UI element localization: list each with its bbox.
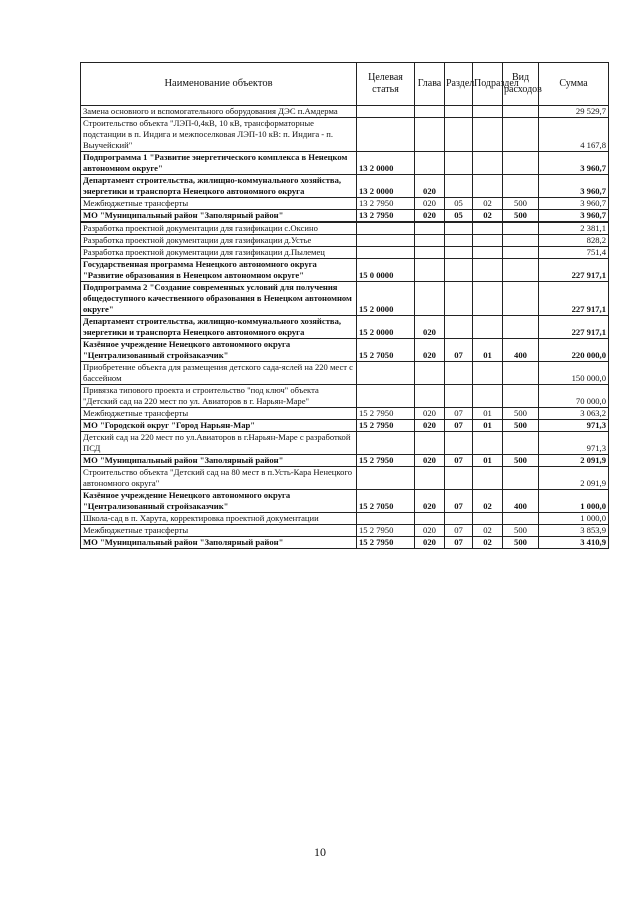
- cell-section: [445, 513, 473, 525]
- cell-name: МО "Муниципальный район "Заполярный район": [81, 537, 357, 549]
- cell-section: [445, 385, 473, 408]
- cell-name: Подпрограмма 2 "Создание современных условий для получения общедоступного качественного образования в Ненецком автономном округе": [81, 282, 357, 316]
- cell-sum: 227 917,1: [539, 259, 609, 282]
- table-row: [81, 247, 609, 259]
- cell-sum: 2 091,9: [539, 455, 609, 467]
- cell-chapter: [415, 106, 445, 118]
- table-row: [81, 362, 609, 385]
- cell-name: Строительство объекта "Детский сад на 80 мест в п.Усть-Кара Ненецкого автономного округа": [81, 467, 357, 490]
- table-row: [81, 385, 609, 408]
- cell-target-article: 15 2 7950: [357, 455, 415, 467]
- cell-name: Приобретение объекта для размещения детского сада-яслей на 220 мест с бассейном: [81, 362, 357, 385]
- cell-chapter: 020: [415, 198, 445, 210]
- cell-subsection: [473, 152, 503, 175]
- cell-name: Казённое учреждение Ненецкого автономного округа "Централизованный стройзаказчик": [81, 490, 357, 513]
- cell-chapter: [415, 152, 445, 175]
- cell-name: Подпрограмма 1 "Развитие энергетического комплекса в Ненецком автономном округе": [81, 152, 357, 175]
- table-row: [81, 537, 609, 549]
- cell-name: Замена основного и вспомогательного оборудования ДЭС п.Амдерма: [81, 106, 357, 118]
- cell-sum: 3 960,7: [539, 210, 609, 223]
- cell-name: Казённое учреждение Ненецкого автономного округа "Централизованный стройзаказчик": [81, 339, 357, 362]
- cell-expense-type: 400: [503, 339, 539, 362]
- cell-chapter: [415, 118, 445, 152]
- cell-subsection: [473, 282, 503, 316]
- table-row: [81, 210, 609, 223]
- cell-target-article: [357, 432, 415, 455]
- cell-subsection: [473, 362, 503, 385]
- cell-sum: 29 529,7: [539, 106, 609, 118]
- cell-sum: 971,3: [539, 420, 609, 432]
- table-row: [81, 198, 609, 210]
- table-row: [81, 432, 609, 455]
- cell-subsection: [473, 247, 503, 259]
- cell-target-article: [357, 222, 415, 235]
- cell-expense-type: [503, 362, 539, 385]
- table-row: [81, 490, 609, 513]
- table-row: [81, 525, 609, 537]
- cell-name: Школа-сад в п. Харута, корректировка проектной документации: [81, 513, 357, 525]
- cell-name: Государственная программа Ненецкого автономного округа "Развитие образования в Ненецком автономном округе": [81, 259, 357, 282]
- cell-target-article: [357, 247, 415, 259]
- cell-sum: 3 960,7: [539, 175, 609, 198]
- cell-section: [445, 282, 473, 316]
- cell-chapter: 020: [415, 490, 445, 513]
- cell-subsection: [473, 432, 503, 455]
- cell-subsection: [473, 106, 503, 118]
- cell-expense-type: 500: [503, 420, 539, 432]
- table-row: [81, 118, 609, 152]
- cell-target-article: [357, 467, 415, 490]
- cell-target-article: [357, 235, 415, 247]
- cell-subsection: [473, 175, 503, 198]
- cell-name: Межбюджетные трансферты: [81, 525, 357, 537]
- cell-section: [445, 235, 473, 247]
- table-row: [81, 408, 609, 420]
- cell-sum: 971,3: [539, 432, 609, 455]
- cell-name: Разработка проектной документации для газификации д.Устье: [81, 235, 357, 247]
- cell-sum: 3 960,7: [539, 152, 609, 175]
- cell-name: Детский сад на 220 мест по ул.Авиаторов в г.Нарьян-Маре с разработкой ПСД: [81, 432, 357, 455]
- cell-subsection: [473, 385, 503, 408]
- cell-subsection: 02: [473, 525, 503, 537]
- cell-target-article: [357, 362, 415, 385]
- cell-subsection: [473, 316, 503, 339]
- cell-sum: 70 000,0: [539, 385, 609, 408]
- table-header: [81, 63, 609, 106]
- cell-subsection: 02: [473, 490, 503, 513]
- page-number: 10: [314, 845, 326, 859]
- cell-subsection: [473, 235, 503, 247]
- cell-target-article: 15 0 0000: [357, 259, 415, 282]
- cell-name: МО "Муниципальный район "Заполярный район": [81, 455, 357, 467]
- cell-chapter: 020: [415, 339, 445, 362]
- cell-chapter: [415, 513, 445, 525]
- cell-section: 07: [445, 537, 473, 549]
- cell-section: [445, 152, 473, 175]
- header-expense: Вид расходов: [503, 63, 539, 106]
- cell-expense-type: [503, 432, 539, 455]
- cell-expense-type: 500: [503, 210, 539, 223]
- cell-subsection: 01: [473, 420, 503, 432]
- cell-section: [445, 222, 473, 235]
- cell-subsection: [473, 513, 503, 525]
- cell-chapter: [415, 235, 445, 247]
- cell-name: Межбюджетные трансферты: [81, 198, 357, 210]
- cell-target-article: 13 2 0000: [357, 152, 415, 175]
- cell-expense-type: 500: [503, 408, 539, 420]
- cell-target-article: 13 2 7950: [357, 198, 415, 210]
- table-row: [81, 152, 609, 175]
- cell-chapter: [415, 247, 445, 259]
- cell-chapter: [415, 362, 445, 385]
- table-row: [81, 175, 609, 198]
- cell-chapter: [415, 467, 445, 490]
- cell-name: Разработка проектной документации для газификации с.Оксино: [81, 222, 357, 235]
- cell-chapter: 020: [415, 420, 445, 432]
- cell-target-article: 15 2 7050: [357, 339, 415, 362]
- cell-target-article: 15 2 7950: [357, 537, 415, 549]
- cell-subsection: 02: [473, 537, 503, 549]
- header-sum: Сумма: [539, 63, 609, 106]
- cell-sum: 3 853,9: [539, 525, 609, 537]
- cell-target-article: [357, 106, 415, 118]
- cell-section: [445, 362, 473, 385]
- cell-expense-type: 500: [503, 455, 539, 467]
- cell-section: [445, 467, 473, 490]
- cell-chapter: [415, 282, 445, 316]
- cell-chapter: 020: [415, 525, 445, 537]
- header-row: [81, 63, 609, 106]
- cell-section: [445, 259, 473, 282]
- budget-table: [80, 62, 609, 549]
- cell-expense-type: [503, 235, 539, 247]
- cell-section: 07: [445, 408, 473, 420]
- header-target: Целевая статья: [357, 63, 415, 106]
- cell-subsection: [473, 222, 503, 235]
- cell-target-article: 15 2 7950: [357, 420, 415, 432]
- cell-expense-type: 500: [503, 198, 539, 210]
- cell-chapter: [415, 259, 445, 282]
- cell-name: МО "Городской округ "Город Нарьян-Мар": [81, 420, 357, 432]
- cell-expense-type: [503, 467, 539, 490]
- cell-subsection: [473, 118, 503, 152]
- cell-section: [445, 247, 473, 259]
- cell-target-article: 13 2 7950: [357, 210, 415, 223]
- table-row: [81, 259, 609, 282]
- cell-name: МО "Муниципальный район "Заполярный район": [81, 210, 357, 223]
- cell-target-article: 15 2 7950: [357, 525, 415, 537]
- header-section: Раздел: [445, 63, 473, 106]
- cell-target-article: 15 2 7050: [357, 490, 415, 513]
- table-row: [81, 339, 609, 362]
- cell-chapter: [415, 432, 445, 455]
- cell-section: [445, 432, 473, 455]
- cell-subsection: 01: [473, 455, 503, 467]
- cell-name: Департамент строительства, жилищно-коммунального хозяйства, энергетики и транспорта Ненецкого автономного округа: [81, 316, 357, 339]
- table-row: [81, 420, 609, 432]
- cell-target-article: [357, 513, 415, 525]
- table-row: [81, 235, 609, 247]
- cell-target-article: 15 2 0000: [357, 282, 415, 316]
- cell-sum: 3 960,7: [539, 198, 609, 210]
- cell-expense-type: [503, 106, 539, 118]
- cell-chapter: 020: [415, 316, 445, 339]
- cell-chapter: 020: [415, 537, 445, 549]
- cell-section: [445, 175, 473, 198]
- cell-expense-type: [503, 222, 539, 235]
- table-row: [81, 467, 609, 490]
- cell-name: Разработка проектной документации для газификации д.Пылемец: [81, 247, 357, 259]
- cell-section: 07: [445, 420, 473, 432]
- cell-section: 07: [445, 455, 473, 467]
- cell-chapter: [415, 385, 445, 408]
- cell-subsection: 02: [473, 198, 503, 210]
- cell-expense-type: [503, 259, 539, 282]
- cell-expense-type: [503, 385, 539, 408]
- cell-chapter: 020: [415, 408, 445, 420]
- cell-subsection: [473, 467, 503, 490]
- header-subsection: Подраздел: [473, 63, 503, 106]
- cell-target-article: 15 2 0000: [357, 316, 415, 339]
- cell-section: [445, 106, 473, 118]
- table-row: [81, 316, 609, 339]
- cell-sum: 1 000,0: [539, 490, 609, 513]
- cell-chapter: 020: [415, 175, 445, 198]
- table-row: [81, 222, 609, 235]
- cell-target-article: [357, 385, 415, 408]
- table-body: [81, 106, 609, 549]
- cell-expense-type: 500: [503, 525, 539, 537]
- cell-sum: 3 410,9: [539, 537, 609, 549]
- cell-expense-type: [503, 247, 539, 259]
- cell-sum: 227 917,1: [539, 282, 609, 316]
- cell-expense-type: [503, 152, 539, 175]
- cell-section: [445, 118, 473, 152]
- cell-section: 07: [445, 339, 473, 362]
- cell-section: 05: [445, 198, 473, 210]
- cell-sum: 220 000,0: [539, 339, 609, 362]
- cell-sum: 2 091,9: [539, 467, 609, 490]
- cell-expense-type: [503, 175, 539, 198]
- cell-section: 05: [445, 210, 473, 223]
- cell-sum: 751,4: [539, 247, 609, 259]
- cell-sum: 828,2: [539, 235, 609, 247]
- cell-section: [445, 316, 473, 339]
- cell-chapter: 020: [415, 455, 445, 467]
- table-row: [81, 106, 609, 118]
- cell-name: Департамент строительства, жилищно-коммунального хозяйства, энергетики и транспорта Ненецкого автономного округа: [81, 175, 357, 198]
- cell-sum: 150 000,0: [539, 362, 609, 385]
- cell-expense-type: 500: [503, 537, 539, 549]
- cell-sum: 2 381,1: [539, 222, 609, 235]
- cell-name: Привязка типового проекта и строительство "под ключ" объекта "Детский сад на 220 мест по ул. Авиаторов в г. Нарьян-Маре": [81, 385, 357, 408]
- table-row: [81, 282, 609, 316]
- cell-name: Строительство объекта "ЛЭП-0,4кВ, 10 кВ, трансформаторные подстанции в п. Индига и межпоселковая ЛЭП-10 кВ: п. Индига - п. Выучейский": [81, 118, 357, 152]
- cell-sum: 227 917,1: [539, 316, 609, 339]
- cell-expense-type: 400: [503, 490, 539, 513]
- cell-target-article: [357, 118, 415, 152]
- cell-expense-type: [503, 513, 539, 525]
- cell-section: 07: [445, 490, 473, 513]
- cell-sum: 4 167,8: [539, 118, 609, 152]
- header-name: Наименование объектов: [81, 63, 357, 106]
- header-chapter: Глава: [415, 63, 445, 106]
- cell-sum: 1 000,0: [539, 513, 609, 525]
- table-row: [81, 455, 609, 467]
- cell-subsection: 02: [473, 210, 503, 223]
- cell-section: 07: [445, 525, 473, 537]
- cell-subsection: 01: [473, 408, 503, 420]
- cell-expense-type: [503, 282, 539, 316]
- cell-chapter: 020: [415, 210, 445, 223]
- table-row: [81, 513, 609, 525]
- cell-chapter: [415, 222, 445, 235]
- cell-subsection: [473, 259, 503, 282]
- cell-subsection: 01: [473, 339, 503, 362]
- cell-expense-type: [503, 316, 539, 339]
- cell-name: Межбюджетные трансферты: [81, 408, 357, 420]
- cell-expense-type: [503, 118, 539, 152]
- cell-target-article: 13 2 0000: [357, 175, 415, 198]
- cell-sum: 3 063,2: [539, 408, 609, 420]
- cell-target-article: 15 2 7950: [357, 408, 415, 420]
